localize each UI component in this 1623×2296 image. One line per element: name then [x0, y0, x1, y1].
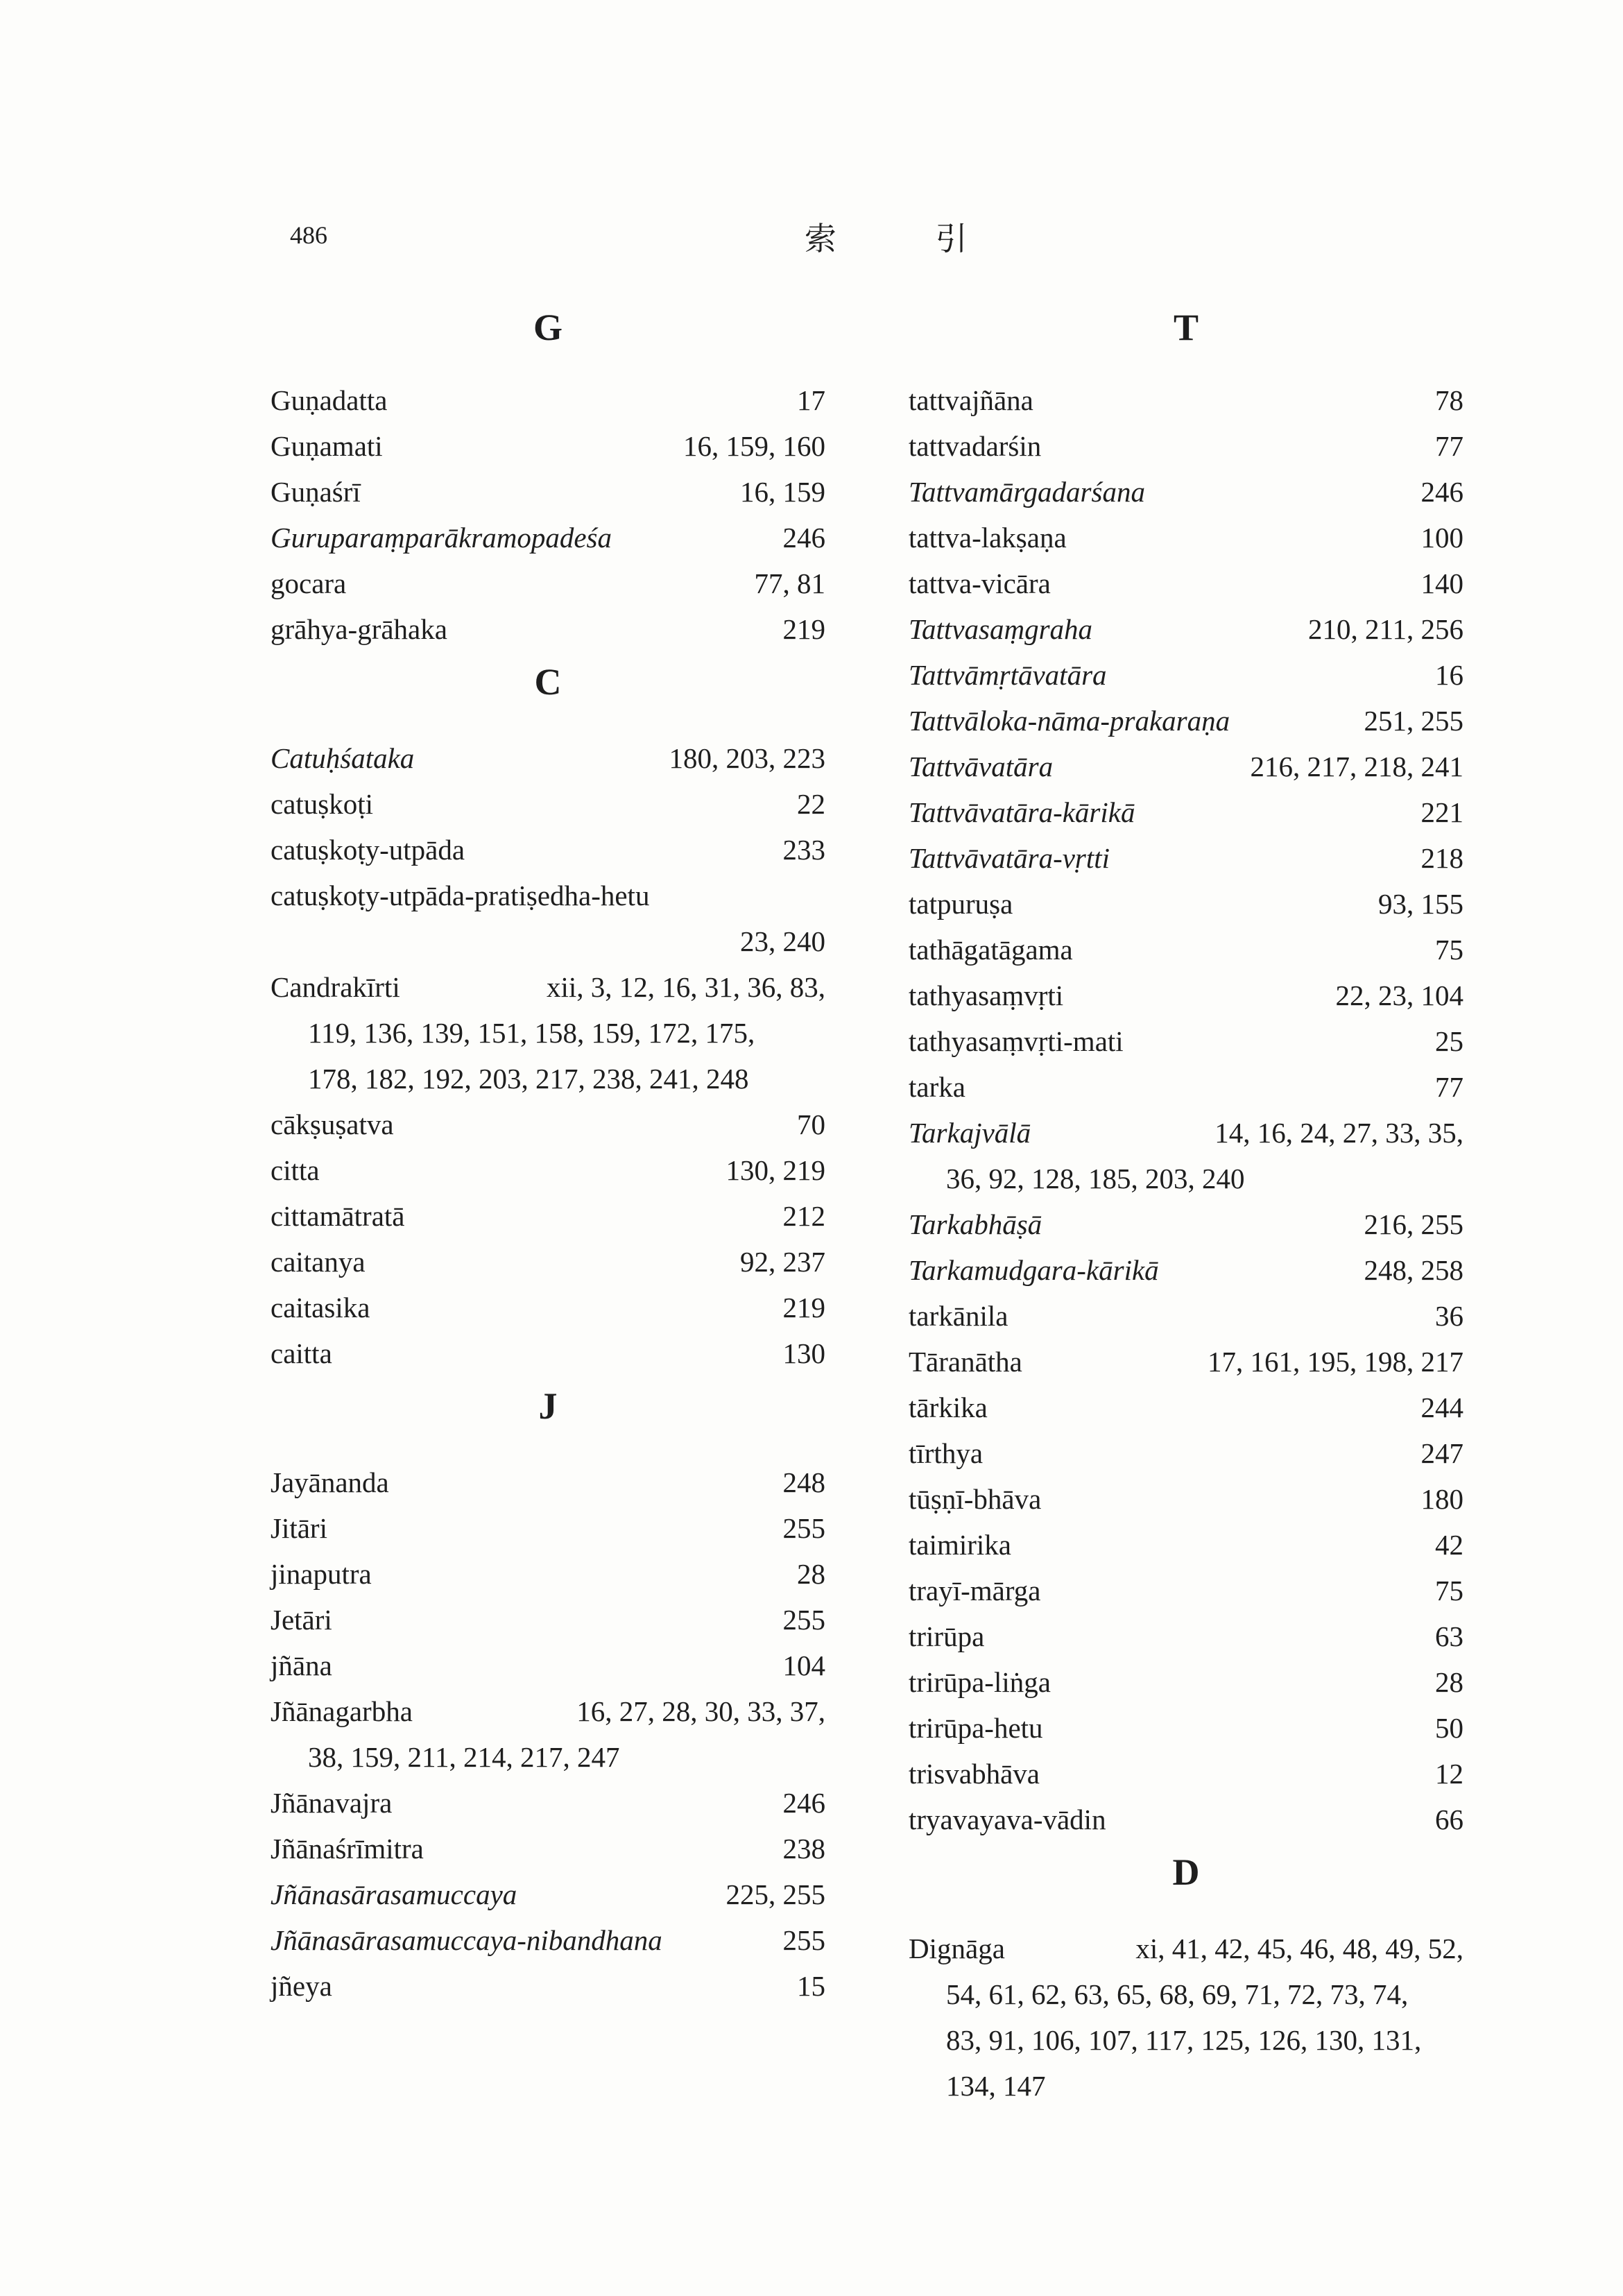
entry-row [909, 1385, 1463, 1430]
index-entry [270, 827, 825, 873]
left-column [270, 305, 825, 2009]
index-entry [909, 1476, 1463, 1522]
index-entry [909, 1522, 1463, 1568]
entry-pages: 130, 219 [725, 1154, 825, 1186]
index-entry [909, 789, 1463, 835]
entry-headword: jinaputra [270, 1558, 372, 1590]
entry-pages: 16, 159, 160 [683, 430, 825, 462]
entry-pages: 17 [797, 384, 825, 416]
entry-headword: Catuḥśataka [270, 742, 415, 774]
index-entry [270, 1459, 825, 1505]
entry-headword: Guruparaṃparākramopadeśa [270, 522, 612, 554]
entry-row [270, 1147, 825, 1193]
entry-headword: tryavayava-vādin [909, 1804, 1106, 1835]
entry-row [270, 1643, 825, 1688]
entry-row [270, 515, 825, 560]
entry-pages: 12 [1435, 1758, 1463, 1790]
index-entry [909, 1110, 1463, 1201]
entry-pages: 16, 159 [740, 476, 825, 508]
entry-headword: caitta [270, 1337, 332, 1369]
entry-pages: 216, 255 [1364, 1208, 1463, 1240]
entry-pages: 66 [1435, 1804, 1463, 1835]
entry-pages-continued: 36, 92, 128, 185, 203, 240 [946, 1163, 1245, 1194]
entry-row [270, 964, 825, 1010]
entry-headword: Guṇamati [270, 430, 383, 462]
entry-row [909, 1705, 1463, 1751]
index-entry [909, 1339, 1463, 1385]
entry-pages: 180 [1420, 1483, 1463, 1515]
entry-pages: 246 [782, 522, 825, 554]
entry-pages: 255 [782, 1512, 825, 1544]
index-entry [909, 606, 1463, 652]
index-entry [270, 423, 825, 469]
index-entry [270, 469, 825, 515]
index-entry [909, 1293, 1463, 1339]
entry-row [909, 1201, 1463, 1247]
entry-pages-continued: 54, 61, 62, 63, 65, 68, 69, 71, 72, 73, 74, [946, 1978, 1409, 2010]
entry-row [909, 927, 1463, 973]
section-letter: C [534, 661, 562, 703]
index-entry [270, 1643, 825, 1688]
index-entry [270, 377, 825, 423]
entry-headword: caitanya [270, 1246, 366, 1278]
entry-headword: tattva-vicāra [909, 567, 1051, 599]
entry-pages: 36 [1435, 1300, 1463, 1332]
entry-pages: 212 [782, 1200, 825, 1232]
entry-row [270, 1285, 825, 1330]
index-entry [270, 1917, 825, 1963]
entry-row [270, 827, 825, 873]
index-entry [270, 1330, 825, 1376]
entry-row [909, 789, 1463, 835]
entry-headword: Jñānaśrīmitra [270, 1833, 424, 1865]
index-entry [270, 1505, 825, 1551]
index-entry [909, 927, 1463, 973]
index-entry [270, 1551, 825, 1597]
entry-row [270, 377, 825, 423]
index-entry [270, 735, 825, 781]
index-entry [909, 1201, 1463, 1247]
entry-headword: Tattvāvatāra [909, 751, 1054, 782]
entry-headword: Tattvāmṛtāvatāra [909, 659, 1107, 691]
entry-pages: 225, 255 [725, 1878, 825, 1910]
section-letter: T [1173, 307, 1199, 348]
entry-row [270, 560, 825, 606]
entry-headword: Tattvāvatāra-kārikā [909, 796, 1135, 828]
section-letter: G [533, 307, 563, 348]
entry-headword: trirūpa [909, 1620, 985, 1652]
entry-pages: xi, 41, 42, 45, 46, 48, 49, 52, [1135, 1933, 1463, 1964]
index-entry [270, 1193, 825, 1239]
entry-pages: 246 [782, 1787, 825, 1819]
entry-pages: 70 [797, 1108, 825, 1140]
entry-row [909, 1659, 1463, 1705]
entry-headword: gocara [270, 567, 347, 599]
entry-row [270, 1780, 825, 1826]
entry-pages: 42 [1435, 1529, 1463, 1561]
entry-row [270, 1505, 825, 1551]
entry-headword: trisvabhāva [909, 1758, 1040, 1790]
index-entry [270, 1780, 825, 1826]
entry-pages: 17, 161, 195, 198, 217 [1208, 1346, 1463, 1378]
entry-pages: 221 [1420, 796, 1463, 828]
entry-row [909, 1339, 1463, 1385]
entry-headword: Tattvāvatāra-vṛtti [909, 842, 1110, 874]
entry-pages: 251, 255 [1364, 705, 1463, 737]
entry-headword: Tarkajvālā [909, 1117, 1031, 1149]
entry-pages: xii, 3, 12, 16, 31, 36, 83, [546, 971, 825, 1003]
right-column [909, 305, 1463, 2109]
entry-row [909, 1018, 1463, 1064]
entry-pages-continued: 134, 147 [946, 2070, 1046, 2102]
index-entry [270, 560, 825, 606]
entry-pages: 22, 23, 104 [1335, 979, 1463, 1011]
entry-row [909, 1247, 1463, 1293]
entry-pages: 238 [782, 1833, 825, 1865]
index-entry [909, 1018, 1463, 1064]
entry-headword: Dignāga [909, 1933, 1005, 1964]
index-entry [909, 1659, 1463, 1705]
index-entry [909, 1430, 1463, 1476]
index-entry [270, 1285, 825, 1330]
entry-headword: Jetāri [270, 1604, 332, 1636]
index-entry [909, 1797, 1463, 1842]
entry-row [909, 560, 1463, 606]
entry-pages: 218 [1420, 842, 1463, 874]
entry-headword: Tarkabhāṣā [909, 1208, 1042, 1240]
index-entry [909, 469, 1463, 515]
entry-headword: tūṣṇī-bhāva [909, 1483, 1042, 1515]
entry-pages: 92, 237 [740, 1246, 825, 1278]
entry-pages: 75 [1435, 934, 1463, 966]
entry-row [270, 1330, 825, 1376]
entry-headword: tārkika [909, 1391, 988, 1423]
entry-row [909, 652, 1463, 698]
entry-pages: 14, 16, 24, 27, 33, 35, [1214, 1117, 1463, 1149]
entry-headword: Jitāri [270, 1512, 327, 1544]
entry-row [909, 881, 1463, 927]
entry-headword: Tattvamārgadarśana [909, 476, 1145, 508]
entry-row [909, 1751, 1463, 1797]
entry-headword: trirūpa-liṅga [909, 1666, 1051, 1698]
entry-headword: Jñānagarbha [270, 1695, 413, 1727]
index-entry [909, 973, 1463, 1018]
entry-pages: 104 [782, 1650, 825, 1681]
entry-row [909, 1476, 1463, 1522]
entry-pages: 78 [1435, 384, 1463, 416]
entry-pages: 75 [1435, 1575, 1463, 1607]
entry-row [270, 1459, 825, 1505]
entry-row [270, 873, 825, 918]
entry-row [909, 1064, 1463, 1110]
entry-headword: trirūpa-hetu [909, 1712, 1043, 1744]
entry-pages: 15 [797, 1970, 825, 2002]
index-entry [270, 515, 825, 560]
page-number: 486 [290, 221, 327, 249]
entry-headword: Guṇaśrī [270, 476, 361, 508]
entry-row [270, 1871, 825, 1917]
entry-headword: Jñānavajra [270, 1787, 393, 1819]
entry-row [909, 606, 1463, 652]
entry-pages: 233 [782, 834, 825, 866]
index-entry [270, 781, 825, 827]
entry-row [270, 1551, 825, 1597]
entry-headword: Candrakīrti [270, 971, 400, 1003]
entry-headword: tīrthya [909, 1437, 984, 1469]
section-letter: J [538, 1385, 558, 1427]
entry-pages: 248, 258 [1364, 1254, 1463, 1286]
entry-row [909, 1430, 1463, 1476]
entry-headword: tattvadarśin [909, 430, 1042, 462]
entry-row [270, 1102, 825, 1147]
index-entry [270, 1102, 825, 1147]
index-entry [909, 1613, 1463, 1659]
entry-pages: 246 [1420, 476, 1463, 508]
entry-row [909, 973, 1463, 1018]
index-entry [270, 1688, 825, 1780]
entry-row [909, 423, 1463, 469]
entry-row [909, 515, 1463, 560]
entry-headword: tathāgatāgama [909, 934, 1073, 966]
entry-pages: 219 [782, 613, 825, 645]
index-entry [909, 1385, 1463, 1430]
entry-pages: 25 [1435, 1025, 1463, 1057]
index-entry [909, 698, 1463, 744]
entry-headword: caitasika [270, 1292, 370, 1323]
entry-row [909, 1568, 1463, 1613]
entry-pages: 16, 27, 28, 30, 33, 37, [576, 1695, 825, 1727]
index-entry [909, 744, 1463, 789]
entry-headword: trayī-mārga [909, 1575, 1041, 1607]
entry-pages: 63 [1435, 1620, 1463, 1652]
entry-row [270, 1917, 825, 1963]
index-entry [909, 515, 1463, 560]
index-entry [270, 873, 825, 964]
entry-pages: 248 [782, 1466, 825, 1498]
entry-headword: Jñānasārasamuccaya-nibandhana [270, 1924, 662, 1956]
index-entry [270, 1147, 825, 1193]
index-entry [909, 652, 1463, 698]
index-entry [909, 881, 1463, 927]
entry-pages: 210, 211, 256 [1308, 613, 1463, 645]
entry-headword: cākṣuṣatva [270, 1108, 394, 1140]
index-entry [270, 1871, 825, 1917]
entry-headword: Jñānasārasamuccaya [270, 1878, 517, 1910]
entry-headword: jñāna [270, 1650, 332, 1681]
entry-row [909, 1613, 1463, 1659]
entry-pages: 28 [797, 1558, 825, 1590]
entry-row [909, 1293, 1463, 1339]
entry-pages: 50 [1435, 1712, 1463, 1744]
entry-row [909, 377, 1463, 423]
entry-row [909, 698, 1463, 744]
entry-headword: Guṇadatta [270, 384, 388, 416]
entry-pages: 16 [1435, 659, 1463, 691]
entry-row [270, 423, 825, 469]
index-entry [909, 1568, 1463, 1613]
entry-row [270, 735, 825, 781]
index-entry [909, 377, 1463, 423]
entry-headword: grāhya-grāhaka [270, 613, 447, 645]
entry-row [909, 1926, 1463, 1971]
entry-headword: jñeya [270, 1970, 332, 2002]
entry-headword: tarka [909, 1071, 965, 1103]
entry-pages: 244 [1420, 1391, 1463, 1423]
entry-pages-continued: 23, 240 [740, 925, 825, 957]
entry-pages: 255 [782, 1604, 825, 1636]
entry-headword: Tattvāloka-nāma-prakaraṇa [909, 705, 1230, 737]
entry-pages: 216, 217, 218, 241 [1250, 751, 1463, 782]
entry-headword: catuṣkoṭi [270, 788, 374, 820]
entry-row [270, 1688, 825, 1734]
entry-row [270, 469, 825, 515]
entry-pages: 93, 155 [1378, 888, 1463, 920]
entry-headword: cittamātratā [270, 1200, 405, 1232]
entry-pages-continued: 83, 91, 106, 107, 117, 125, 126, 130, 131, [946, 2024, 1422, 2056]
entry-row [909, 744, 1463, 789]
index-entry [270, 606, 825, 652]
entry-headword: Jayānanda [270, 1466, 389, 1498]
index-entry [270, 1963, 825, 2009]
entry-pages-continued: 119, 136, 139, 151, 158, 159, 172, 175, [308, 1017, 755, 1049]
entry-pages: 77, 81 [754, 567, 825, 599]
entry-row [270, 606, 825, 652]
section-letter: D [1172, 1851, 1200, 1893]
entry-headword: tarkānila [909, 1300, 1008, 1332]
entry-headword: tatpuruṣa [909, 888, 1013, 920]
entry-headword: tattvajñāna [909, 384, 1033, 416]
entry-pages: 180, 203, 223 [669, 742, 825, 774]
entry-pages: 28 [1435, 1666, 1463, 1698]
entry-headword: Tarkamudgara-kārikā [909, 1254, 1159, 1286]
index-entry [270, 964, 825, 1102]
entry-pages: 219 [782, 1292, 825, 1323]
entry-headword: tathyasaṃvṛti [909, 979, 1064, 1011]
index-entry [270, 1826, 825, 1871]
index-entry [909, 835, 1463, 881]
entry-pages-continued: 178, 182, 192, 203, 217, 238, 241, 248 [308, 1063, 749, 1095]
entry-pages: 77 [1435, 430, 1463, 462]
entry-pages: 130 [782, 1337, 825, 1369]
index-entry [909, 1751, 1463, 1797]
index-entry [270, 1597, 825, 1643]
index-entry [909, 1705, 1463, 1751]
entry-row [270, 1597, 825, 1643]
index-entry [270, 1239, 825, 1285]
entry-pages: 22 [797, 788, 825, 820]
index-entry [909, 560, 1463, 606]
entry-headword: citta [270, 1154, 320, 1186]
entry-row [270, 781, 825, 827]
index-entry [909, 423, 1463, 469]
entry-pages: 247 [1420, 1437, 1463, 1469]
entry-row [909, 1522, 1463, 1568]
entry-headword: Tāranātha [909, 1346, 1022, 1378]
entry-row [909, 469, 1463, 515]
entry-pages: 100 [1420, 522, 1463, 554]
entry-row [909, 1110, 1463, 1156]
entry-headword: taimirika [909, 1529, 1012, 1561]
index-entry [909, 1064, 1463, 1110]
entry-headword: tattva-lakṣaṇa [909, 522, 1067, 554]
entry-row [270, 1826, 825, 1871]
index-entry [909, 1247, 1463, 1293]
entry-pages: 77 [1435, 1071, 1463, 1103]
entry-pages: 255 [782, 1924, 825, 1956]
entry-row [909, 835, 1463, 881]
entry-row [270, 1239, 825, 1285]
entry-row [270, 1193, 825, 1239]
entry-headword: catuṣkoṭy-utpāda-pratiṣedha-hetu [270, 880, 650, 911]
entry-pages: 140 [1420, 567, 1463, 599]
entry-row [270, 1963, 825, 2009]
running-title: 索 引 [805, 220, 1012, 257]
entry-headword: tathyasaṃvṛti-mati [909, 1025, 1124, 1057]
entry-row [909, 1797, 1463, 1842]
entry-headword: catuṣkoṭy-utpāda [270, 834, 465, 866]
index-entry [909, 1926, 1463, 2109]
entry-headword: Tattvasaṃgraha [909, 613, 1093, 645]
entry-pages-continued: 38, 159, 211, 214, 217, 247 [308, 1741, 620, 1773]
